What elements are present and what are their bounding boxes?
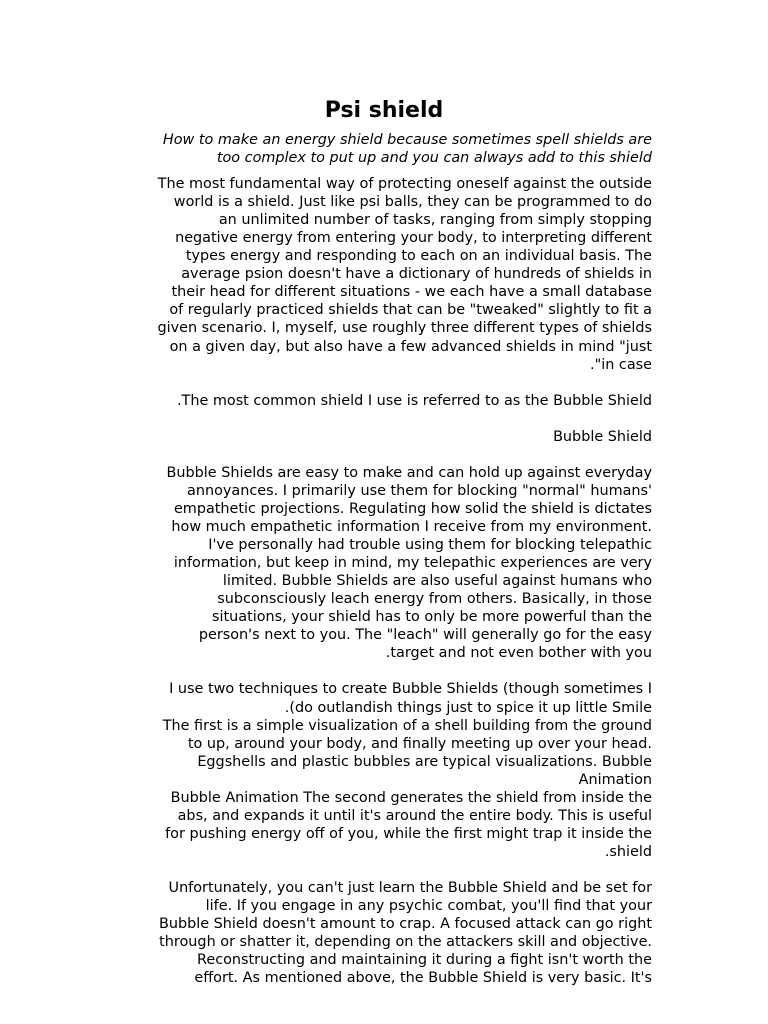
body-line: Reconstructing and maintaining it during a fight isn't worth the	[197, 952, 652, 969]
body-line: The most fundamental way of protecting oneself against the outside	[157, 176, 652, 192]
subtitle-line: too complex to put up and you can always add to this shield	[216, 150, 652, 166]
body-line: given scenario. I, myself, use roughly three different types of shields	[157, 320, 652, 337]
body-line: Eggshells and plastic bubbles are typical visualizations. Bubble	[197, 753, 652, 770]
body-line: world is a shield. Just like psi balls, they can be programmed to do	[173, 194, 652, 211]
body-line: annoyances. I primarily use them for blocking "normal" humans'	[187, 482, 652, 499]
body-line: to up, around your body, and finally meeting up over your head.	[187, 735, 652, 752]
body-line: .target and not even bother with you	[385, 645, 652, 662]
body-line: Animation	[578, 771, 652, 788]
body-line: Bubble Animation The second generates the shield from inside the	[170, 789, 652, 806]
body-line: life. If you engage in any psychic combat, you'll find that your	[205, 898, 652, 914]
body-line: Bubble Shield doesn't amount to crap. A focused attack can go right	[158, 916, 652, 933]
body-line: average psion doesn't have a dictionary of hundreds of shields in	[181, 266, 652, 283]
body-line: negative energy from entering your body, to interpreting different	[175, 230, 652, 247]
body-line: person's next to you. The "leach" will generally go for the easy	[198, 627, 652, 644]
body-line: on a given day, but also have a few advanced shields in mind "just	[169, 338, 652, 355]
body-line: Unfortunately, you can't just learn the Bubble Shield and be set for	[168, 880, 652, 896]
body-line: ."in case	[590, 356, 652, 373]
body-line: their head for different situations - we each have a small database	[171, 284, 652, 301]
body-line: limited. Bubble Shields are also useful against humans who	[222, 573, 652, 590]
subtitle-line: How to make an energy shield because sometimes spell shields are	[162, 132, 652, 148]
body-line: effort. As mentioned above, the Bubble Shield is very basic. It's	[194, 970, 652, 987]
body-line: how much empathetic information I receive from my environment.	[171, 519, 652, 535]
body-line: abs, and expands it until it's around the entire body. This is useful	[177, 807, 652, 824]
body-line: Bubble Shield	[553, 428, 652, 445]
body-line: I use two techniques to create Bubble Shields (though sometimes I	[169, 681, 652, 698]
body-line: situations, your shield has to only be more powerful than the	[212, 609, 652, 626]
body-line: an unlimited number of tasks, ranging from simply stopping	[218, 212, 652, 229]
page-title: Psi shield	[324, 98, 444, 123]
body-line: empathetic projections. Regulating how solid the shield is dictates	[173, 500, 652, 517]
body-line: The first is a simple visualization of a shell building from the ground	[162, 717, 652, 734]
body-line: I've personally had trouble using them for blocking telepathic	[208, 537, 652, 553]
body-line: .shield	[604, 843, 652, 860]
body-line: Bubble Shields are easy to make and can hold up against everyday	[166, 464, 652, 481]
body-line: types energy and responding to each on an individual basis. The	[185, 248, 652, 265]
body-line: through or shatter it, depending on the attackers skill and objective.	[159, 934, 652, 951]
body-line: information, but keep in mind, my telepathic experiences are very	[173, 555, 652, 571]
body-line: of regularly practiced shields that can be "tweaked" slightly to fit a	[169, 302, 652, 319]
body-line: subconsciously leach energy from others. Basically, in those	[217, 591, 652, 608]
body-line: .(do outlandish things just to spice it up little Smile	[284, 699, 652, 716]
body-line: .The most common shield I use is referred to as the Bubble Shield	[176, 392, 652, 409]
body-line: for pushing energy off of you, while the first might trap it inside the	[165, 825, 652, 842]
